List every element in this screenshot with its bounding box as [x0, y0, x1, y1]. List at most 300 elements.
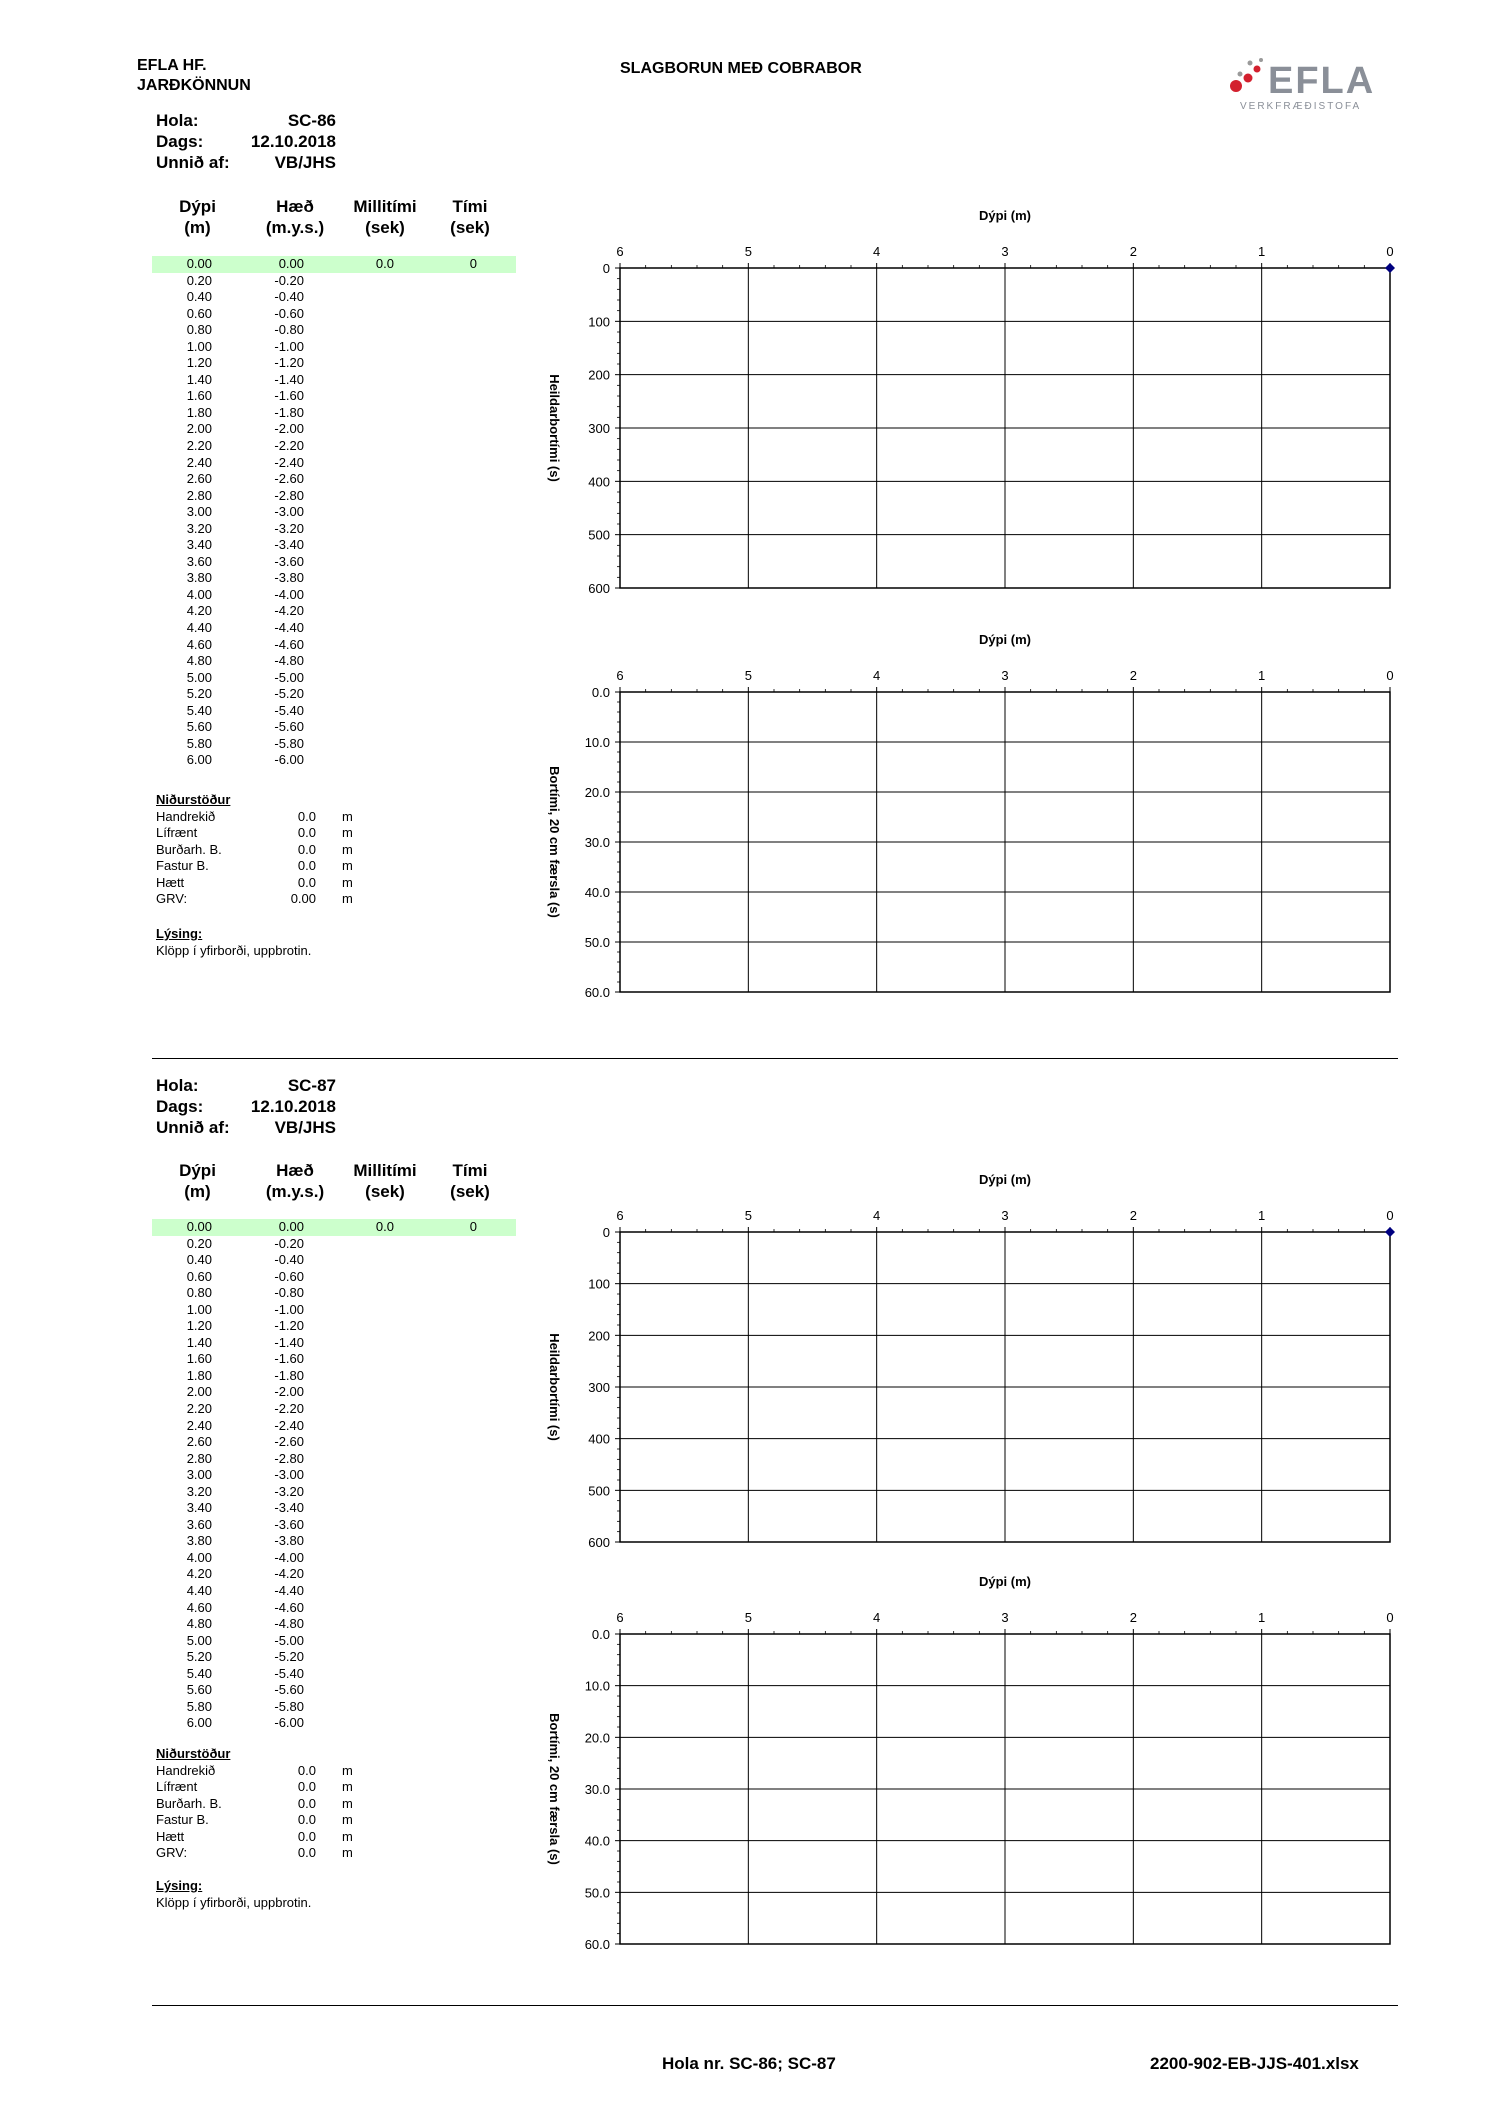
table-row: [152, 603, 516, 620]
elevation-cell: -2.80: [274, 487, 304, 503]
table-row: [152, 1302, 516, 1319]
x-tick-label: 1: [1258, 1208, 1266, 1223]
table-row: [152, 620, 516, 637]
depth-cell: 0.60: [186, 305, 212, 321]
summary-row: [156, 1763, 416, 1780]
table-row: [152, 1583, 516, 1600]
col-header-timi: Tími (sek): [450, 197, 490, 237]
y-tick-label: 300: [588, 421, 610, 436]
elevation-cell: -2.20: [274, 1401, 304, 1417]
depth-cell: 3.80: [186, 570, 212, 586]
x-tick-label: 2: [1129, 668, 1137, 683]
depth-cell: 0.80: [186, 1285, 212, 1301]
x-tick-label: 5: [744, 244, 752, 259]
chart-2-interval-time: [520, 624, 1400, 1004]
x-tick-label: 4: [873, 1208, 881, 1223]
table-row: [152, 1418, 516, 1435]
table-row: [152, 1699, 516, 1716]
summary-label: Fastur B.: [156, 1812, 209, 1827]
elevation-cell: -0.40: [274, 1252, 304, 1268]
elevation-cell: -4.20: [274, 603, 304, 619]
table-row: [152, 372, 516, 389]
depth-cell: 1.00: [186, 1301, 212, 1317]
lysing-title: Lýsing:: [156, 926, 203, 941]
y-tick-label: 30.0: [584, 835, 610, 850]
lysing-text: Klöpp í yfirborði, uppbrotin.: [156, 1894, 312, 1910]
x-tick-label: 1: [1258, 1610, 1266, 1625]
summary-unit: m: [342, 891, 353, 906]
table-row: [152, 438, 516, 455]
y-tick-label: 20.0: [584, 785, 610, 800]
elevation-cell: -4.00: [274, 1549, 304, 1565]
depth-cell: 5.80: [186, 735, 212, 751]
x-tick-label: 5: [744, 1610, 752, 1625]
footer-filename: 2200-902-EB-JJS-401.xlsx: [1150, 2054, 1359, 2073]
summary-row: [156, 1845, 416, 1862]
summary-unit: m: [342, 858, 353, 873]
table-row: [152, 339, 516, 356]
table-row: [152, 670, 516, 687]
depth-cell: 1.80: [186, 1367, 212, 1383]
y-axis-label: Bortími, 20 cm færsla (s): [547, 1713, 562, 1865]
x-tick-label: 4: [873, 668, 881, 683]
efla-logo: [1226, 54, 1376, 116]
table-row: [152, 686, 516, 703]
x-tick-label: 4: [873, 1610, 881, 1625]
depth-cell: 3.80: [186, 1533, 212, 1549]
depth-cell: 4.20: [186, 603, 212, 619]
depth-cell: 6.00: [186, 752, 212, 768]
x-tick-label: 0: [1386, 1208, 1394, 1223]
x-tick-label: 0: [1386, 244, 1394, 259]
table-row: [152, 1318, 516, 1335]
depth-cell: 4.60: [186, 1599, 212, 1615]
elevation-cell: -2.80: [274, 1450, 304, 1466]
summary-label: GRV:: [156, 891, 188, 906]
depth-cell: 4.00: [186, 1549, 212, 1565]
summary-row: [156, 842, 416, 859]
table-row: [152, 1484, 516, 1501]
y-tick-label: 400: [588, 1431, 610, 1447]
dags-value: 12.10.2018: [250, 132, 336, 151]
summary-label: Burðarh. B.: [156, 1795, 222, 1811]
table-row: [152, 719, 516, 736]
depth-cell: 4.00: [186, 586, 212, 602]
table-row: [152, 554, 516, 571]
x-tick-label: 3: [1001, 1610, 1009, 1625]
summary-title: Niðurstöður: [156, 1746, 231, 1761]
chart-title: Dýpi (m): [979, 1574, 1031, 1589]
elevation-cell: -1.80: [274, 1367, 304, 1383]
elevation-cell: -6.00: [274, 752, 304, 768]
summary-value: 0.0: [297, 858, 316, 873]
table-row: [152, 570, 516, 587]
company-dept: JARÐKÖNNUN: [137, 77, 251, 94]
summary-unit: m: [342, 1845, 353, 1860]
elevation-cell: -3.60: [274, 1516, 304, 1532]
summary-row: [156, 1796, 416, 1813]
elevation-cell: -1.00: [274, 1301, 304, 1317]
summary-unit: m: [342, 1812, 353, 1827]
elevation-cell: -3.00: [274, 504, 304, 520]
y-tick-label: 20.0: [584, 1730, 610, 1746]
depth-cell: 5.00: [186, 669, 212, 685]
elevation-cell: 0.00: [278, 256, 304, 271]
depth-cell: 5.80: [186, 1698, 212, 1714]
elevation-cell: -5.00: [274, 669, 304, 685]
summary-unit: m: [342, 1779, 353, 1794]
elevation-cell: -3.80: [274, 1533, 304, 1549]
depth-cell: 1.60: [186, 1351, 212, 1367]
summary-label: Handrekið: [156, 1762, 216, 1778]
depth-cell: 2.40: [186, 454, 212, 470]
elevation-cell: -3.20: [274, 1483, 304, 1499]
table-row: [152, 1566, 516, 1583]
depth-cell: 0.00: [186, 1219, 212, 1234]
x-tick-label: 5: [744, 668, 752, 683]
table-row: [152, 752, 516, 769]
elevation-cell: -2.60: [274, 1434, 304, 1450]
table-row: [152, 537, 516, 554]
table-row: [152, 1252, 516, 1269]
table-row: [152, 653, 516, 670]
x-tick-label: 1: [1258, 244, 1266, 259]
depth-cell: 2.40: [186, 1417, 212, 1433]
elevation-cell: -2.20: [274, 438, 304, 454]
col-header-millitimi: Millitími (sek): [353, 197, 417, 237]
y-tick-label: 200: [588, 1328, 610, 1344]
chart-4-interval-time: [520, 1566, 1400, 1956]
table-row: [152, 1517, 516, 1534]
elevation-cell: -1.60: [274, 1351, 304, 1367]
elevation-cell: -4.80: [274, 653, 304, 669]
y-tick-label: 500: [588, 527, 610, 543]
table-row: [152, 1533, 516, 1550]
depth-cell: 2.00: [186, 421, 212, 437]
summary-title: Niðurstöður: [156, 792, 231, 807]
time-cell: 0: [469, 1219, 477, 1234]
depth-cell: 1.40: [186, 1334, 212, 1350]
depth-cell: 3.60: [186, 1516, 212, 1532]
elevation-cell: -2.00: [274, 1384, 304, 1400]
elevation-cell: -1.40: [274, 371, 304, 387]
elevation-cell: -0.80: [274, 322, 304, 338]
table-row: [152, 736, 516, 753]
depth-cell: 2.00: [186, 1384, 212, 1400]
summary-value: 0.0: [297, 841, 316, 857]
table-row: [152, 1500, 516, 1517]
elevation-cell: -5.40: [274, 702, 304, 718]
y-tick-label: 60.0: [584, 1937, 610, 1952]
logo-word: EFLA: [1268, 60, 1376, 102]
y-tick-label: 0.0: [591, 685, 610, 700]
y-tick-label: 100: [588, 314, 610, 330]
summary-value: 0.0: [297, 1812, 316, 1827]
x-tick-label: 3: [1001, 668, 1009, 683]
table-row: [152, 1384, 516, 1401]
table-row: [152, 306, 516, 323]
y-axis-label: Heildarbortími (s): [547, 374, 562, 482]
hole-meta-2: [156, 1075, 336, 1141]
chart-title: Dýpi (m): [979, 208, 1031, 223]
table-row: [152, 256, 516, 273]
y-tick-label: 40.0: [584, 885, 610, 900]
summary-row: [156, 858, 416, 875]
elevation-cell: -5.60: [274, 1682, 304, 1698]
table-row: [152, 703, 516, 720]
elevation-cell: -5.00: [274, 1632, 304, 1648]
data-point: [1385, 263, 1395, 273]
depth-cell: 3.40: [186, 537, 212, 553]
elevation-cell: -0.60: [274, 305, 304, 321]
elevation-cell: -5.80: [274, 735, 304, 751]
y-tick-label: 600: [588, 581, 610, 596]
depth-cell: 2.60: [186, 1434, 212, 1450]
interval-cell: 0.0: [375, 256, 394, 271]
table-row: [152, 455, 516, 472]
elevation-cell: -5.40: [274, 1665, 304, 1681]
table-row: [152, 1633, 516, 1650]
table-row: [152, 471, 516, 488]
y-tick-label: 40.0: [584, 1833, 610, 1849]
elevation-cell: -0.80: [274, 1285, 304, 1301]
table-row: [152, 1368, 516, 1385]
elevation-cell: -0.60: [274, 1268, 304, 1284]
y-tick-label: 100: [588, 1276, 610, 1292]
table-row: [152, 587, 516, 604]
unnid-value: VB/JHS: [274, 1118, 336, 1137]
elevation-cell: -2.60: [274, 471, 304, 487]
depth-cell: 0.20: [186, 272, 212, 288]
x-tick-label: 6: [616, 1208, 624, 1223]
unnid-label: Unnið af:: [156, 153, 230, 172]
summary-unit: m: [342, 841, 353, 857]
depth-cell: 0.40: [186, 1252, 212, 1268]
elevation-cell: -1.20: [274, 355, 304, 371]
summary-unit: m: [342, 1828, 353, 1844]
hole-meta-1: [156, 110, 336, 176]
summary-value: 0.0: [297, 1795, 316, 1811]
summary-row: [156, 1779, 416, 1796]
lysing-block-2: [156, 1878, 456, 1911]
lysing-block-1: [156, 926, 456, 959]
y-tick-label: 10.0: [584, 735, 610, 750]
elevation-cell: -3.80: [274, 570, 304, 586]
summary-label: Handrekið: [156, 808, 216, 824]
elevation-cell: -1.40: [274, 1334, 304, 1350]
depth-cell: 5.40: [186, 702, 212, 718]
section-divider: [152, 1058, 1398, 1059]
hola-value: SC-87: [287, 1076, 336, 1095]
col-header-dypi: Dýpi (m): [179, 197, 216, 237]
depth-cell: 4.80: [186, 1616, 212, 1632]
depth-cell: 3.00: [186, 1467, 212, 1483]
depth-cell: 6.00: [186, 1715, 212, 1731]
col-header-haed: Hæð (m.y.s.): [265, 1161, 325, 1201]
col-header-haed: Hæð (m.y.s.): [265, 197, 325, 237]
chart-3-total-time: [520, 1164, 1400, 1554]
chart-title: Dýpi (m): [979, 1172, 1031, 1187]
depth-cell: 4.80: [186, 653, 212, 669]
table-row: [152, 504, 516, 521]
summary-unit: m: [342, 808, 353, 824]
depth-cell: 2.60: [186, 471, 212, 487]
elevation-cell: -2.40: [274, 1417, 304, 1433]
table-row: [152, 1451, 516, 1468]
summary-block-2: [156, 1746, 416, 1862]
x-tick-label: 2: [1129, 244, 1137, 259]
logo-subtitle: VERKFRÆÐISTOFA: [1240, 101, 1362, 112]
elevation-cell: -4.60: [274, 1599, 304, 1615]
y-tick-label: 10.0: [584, 1678, 610, 1694]
hola-label: Hola:: [156, 1076, 199, 1095]
depth-cell: 5.20: [186, 686, 212, 702]
summary-row: [156, 825, 416, 842]
summary-row: [156, 891, 416, 908]
y-tick-label: 200: [588, 367, 610, 383]
elevation-cell: -4.80: [274, 1616, 304, 1632]
elevation-cell: -1.80: [274, 404, 304, 420]
x-tick-label: 2: [1129, 1208, 1137, 1223]
summary-row: [156, 1812, 416, 1829]
table-row: [152, 1666, 516, 1683]
chart-title: Dýpi (m): [979, 632, 1031, 647]
summary-label: Fastur B.: [156, 858, 209, 873]
elevation-cell: -2.40: [274, 454, 304, 470]
col-header-dypi: Dýpi (m): [179, 1161, 216, 1201]
x-tick-label: 0: [1386, 668, 1394, 683]
table-row: [152, 1219, 516, 1236]
table-row: [152, 1600, 516, 1617]
table-row: [152, 322, 516, 339]
footer-divider: [152, 2005, 1398, 2006]
x-tick-label: 5: [744, 1208, 752, 1223]
time-cell: 0: [469, 256, 477, 271]
y-tick-label: 50.0: [584, 1885, 610, 1901]
elevation-cell: -5.80: [274, 1698, 304, 1714]
interval-cell: 0.0: [375, 1219, 394, 1234]
document-title: SLAGBORUN MEÐ COBRABOR: [620, 60, 862, 77]
summary-block-1: [156, 792, 416, 908]
elevation-cell: -3.40: [274, 1500, 304, 1516]
x-tick-label: 6: [616, 1610, 624, 1625]
dags-value: 12.10.2018: [250, 1097, 336, 1116]
elevation-cell: -4.00: [274, 586, 304, 602]
elevation-cell: -6.00: [274, 1715, 304, 1731]
depth-cell: 2.20: [186, 438, 212, 454]
table-row: [152, 355, 516, 372]
summary-label: Burðarh. B.: [156, 841, 222, 857]
summary-label: Lífrænt: [156, 825, 198, 840]
elevation-cell: 0.00: [278, 1219, 304, 1234]
depth-cell: 5.20: [186, 1649, 212, 1665]
col-header-millitimi: Millitími (sek): [353, 1161, 417, 1201]
depth-cell: 1.40: [186, 371, 212, 387]
depth-cell: 4.20: [186, 1566, 212, 1582]
data-point: [1385, 1227, 1395, 1237]
depth-cell: 3.40: [186, 1500, 212, 1516]
y-tick-label: 400: [588, 474, 610, 490]
y-tick-label: 600: [588, 1535, 610, 1550]
x-tick-label: 2: [1129, 1610, 1137, 1625]
table-row: [152, 273, 516, 290]
y-tick-label: 50.0: [584, 935, 610, 950]
depth-cell: 5.40: [186, 1665, 212, 1681]
table-row: [152, 1467, 516, 1484]
table-row: [152, 1401, 516, 1418]
y-axis-label: Heildarbortími (s): [547, 1333, 562, 1441]
x-tick-label: 6: [616, 668, 624, 683]
depth-cell: 1.60: [186, 388, 212, 404]
summary-label: GRV:: [156, 1845, 188, 1860]
table-row: [152, 1434, 516, 1451]
elevation-cell: -4.60: [274, 636, 304, 652]
company-block: [137, 56, 251, 96]
depth-cell: 0.60: [186, 1268, 212, 1284]
elevation-cell: -4.20: [274, 1566, 304, 1582]
depth-table-1: [152, 256, 516, 769]
depth-cell: 2.80: [186, 487, 212, 503]
company-name: EFLA HF.: [137, 57, 207, 74]
summary-label: Hætt: [156, 1828, 185, 1844]
depth-cell: 1.80: [186, 404, 212, 420]
table-row: [152, 521, 516, 538]
depth-cell: 0.20: [186, 1235, 212, 1251]
depth-cell: 1.20: [186, 1318, 212, 1334]
summary-value: 0.0: [297, 1828, 316, 1844]
elevation-cell: -5.20: [274, 686, 304, 702]
dags-label: Dags:: [156, 132, 204, 151]
x-tick-label: 1: [1258, 668, 1266, 683]
depth-cell: 4.60: [186, 636, 212, 652]
dags-label: Dags:: [156, 1097, 204, 1116]
table-row: [152, 421, 516, 438]
table-row: [152, 1351, 516, 1368]
elevation-cell: -3.40: [274, 537, 304, 553]
y-tick-label: 0: [602, 1225, 610, 1240]
depth-cell: 3.20: [186, 1483, 212, 1499]
summary-value: 0.0: [297, 874, 316, 890]
table-row: [152, 1682, 516, 1699]
depth-table-2: [152, 1219, 516, 1732]
elevation-cell: -3.20: [274, 520, 304, 536]
lysing-title: Lýsing:: [156, 1878, 203, 1893]
summary-unit: m: [342, 1762, 353, 1778]
table-row: [152, 1616, 516, 1633]
summary-row: [156, 1829, 416, 1846]
lysing-text: Klöpp í yfirborði, uppbrotin.: [156, 942, 312, 958]
depth-cell: 0.80: [186, 322, 212, 338]
footer-hola-nr: Hola nr. SC-86; SC-87: [662, 2054, 836, 2073]
depth-cell: 2.80: [186, 1450, 212, 1466]
depth-cell: 0.00: [186, 256, 212, 271]
y-tick-label: 500: [588, 1483, 610, 1499]
summary-value: 0.0: [297, 1779, 316, 1794]
elevation-cell: -4.40: [274, 620, 304, 636]
table-row: [152, 388, 516, 405]
depth-cell: 4.40: [186, 620, 212, 636]
depth-cell: 5.60: [186, 1682, 212, 1698]
table-row: [152, 1550, 516, 1567]
table-row: [152, 1236, 516, 1253]
summary-row: [156, 875, 416, 892]
elevation-cell: -3.60: [274, 553, 304, 569]
y-axis-label: Bortími, 20 cm færsla (s): [547, 766, 562, 918]
table-row: [152, 1715, 516, 1732]
elevation-cell: -1.20: [274, 1318, 304, 1334]
table-row: [152, 1335, 516, 1352]
elevation-cell: -0.20: [274, 272, 304, 288]
